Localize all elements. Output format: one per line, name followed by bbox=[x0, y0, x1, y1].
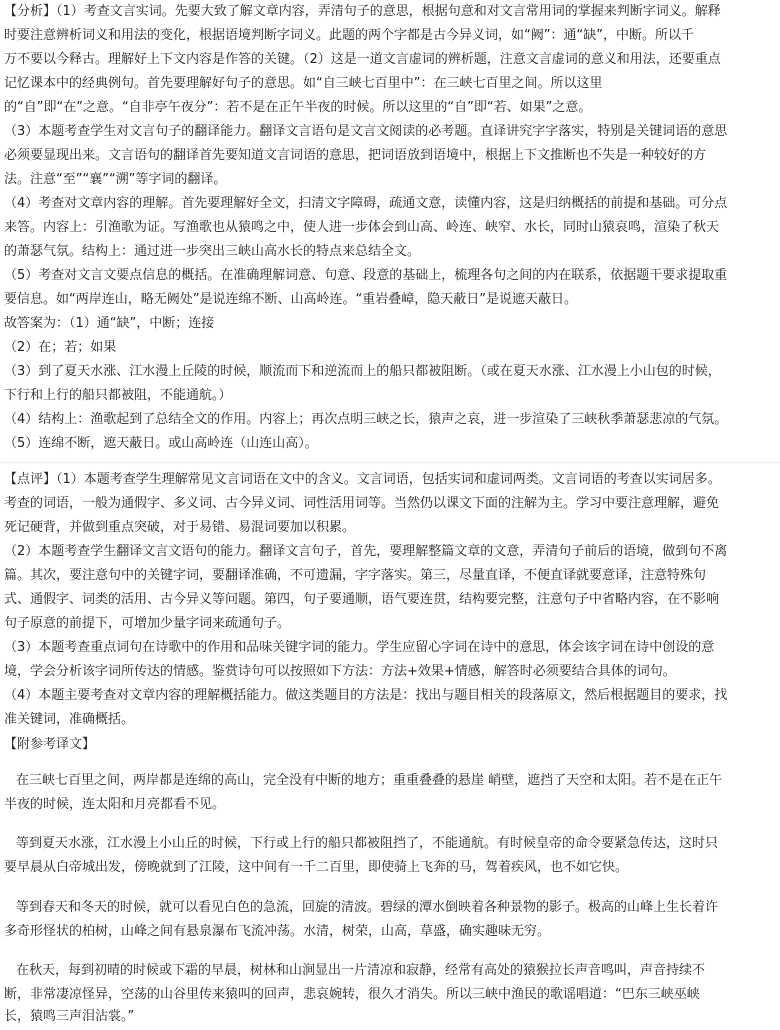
analysis-line: 的萧瑟气氛。结构上：通过进一步突出三峡山高水长的特点来总结全文。 bbox=[4, 244, 421, 259]
commentary-line: 境，学会分析该字词所传达的情感。鉴赏诗句可以按照如下方法：方法+效果+情感，解答时必须要结合具体的词句。 bbox=[4, 664, 676, 679]
analysis-line: 时要注意辨析词义和用法的变化，根据语境判断字词义。此题的两个字都是古今异义词，如“阙”：通“缺”，中断。所以千 bbox=[4, 28, 694, 43]
analysis-line: 必须要显现出来。文言语句的翻译首先要知道文言词语的意思，把词语放到语境中，根据上下文推断也不失是一种较好的方 bbox=[4, 148, 707, 163]
translation-paragraph-2: 等到夏天水涨，江水漫上小山丘的时候，下行或上行的船只都被阻挡了，不能通航。有时候皇帝的命令要紧急传达，这时只 bbox=[16, 836, 719, 851]
commentary-line: 句子原意的前提下，可增加少量字词来疏通句子。 bbox=[4, 616, 291, 631]
translation-paragraph-4: 断，非常凄凉怪异，空荡的山谷里传来猿叫的回声，悲哀婉转，很久才消失。所以三峡中渔民的歌谣唱道：“巴东三峡巫峡 bbox=[4, 987, 700, 1002]
analysis-line: （4）考查对文章内容的理解。首先要理解好全文，扫清文字障碍，疏通文意，读懂内容，这是归纳概括的前提和基础。可分点 bbox=[4, 196, 728, 211]
answer-line: 故答案为：（1）通“缺”，中断；连接 bbox=[4, 316, 215, 331]
analysis-line: 法。注意“至”“襄”“溯”等字词的翻译。 bbox=[4, 172, 227, 187]
commentary-line: 【点评】（1）本题考查学生理解常见文言词语在文中的含义。文言词语，包括实词和虚词两类。文言词语的考查以实词居多。 bbox=[4, 472, 721, 487]
commentary-line: 式、通假字、词类的活用、古今异义等问题。第四，句子要通顺，语气要连贯，结构要完整，注意句子中省略内容，在不影响 bbox=[4, 592, 720, 607]
translation-paragraph-3: 等到春天和冬天的时候，就可以看见白色的急流，回旋的清波。碧绿的潭水倒映着各种景物的影子。极高的山峰上生长着许 bbox=[16, 900, 719, 915]
answer-line: （5）连绵不断，遮天蔽日。或山高岭连（山连山高）。 bbox=[4, 436, 318, 451]
translation-paragraph-4: 在秋天，每到初晴的时候或下霜的早晨，树林和山涧显出一片清凉和寂静，经常有高处的猿猴拉长声音鸣叫，声音持续不 bbox=[16, 963, 706, 978]
analysis-line: 万不要以今释古。理解好上下文内容是作答的关键。（2）这是一道文言虚词的辨析题，注意文言虚词的意义和用法，还要重点 bbox=[4, 52, 721, 67]
analysis-line: 来答。内容上：引渔歌为证。写渔歌也从猿鸣之中，使人进一步体会到山高、岭连、峡窄、水长，同时山猿哀鸣，渲染了秋天 bbox=[4, 220, 720, 235]
commentary-line: 考查的词语，一般为通假字、多义词、古今异义词、词性活用词等。当然仍以课文下面的注解为主。学习中要注意理解，避免 bbox=[4, 496, 720, 511]
translation-paragraph-1: 半夜的时候，连太阳和月亮都看不见。 bbox=[4, 797, 226, 812]
commentary-line: 篇。其次，要注意句中的关键字词，要翻译准确，不可遗漏，字字落实。第三，尽量直译，不便直译就要意译，注意特殊句 bbox=[4, 568, 707, 583]
answer-line: （2）在；若；如果 bbox=[4, 340, 117, 355]
commentary-line: 准关键词，准确概括。 bbox=[4, 712, 135, 727]
section-divider bbox=[0, 462, 780, 463]
translation-paragraph-1: 在三峡七百里之间，两岸都是连绵的高山，完全没有中断的地方；重重叠叠的悬崖 峭壁，遮挡了天空和太阳。若不是在正午 bbox=[16, 773, 723, 788]
answer-line: （4）结构上：渔歌起到了总结全文的作用。内容上；再次点明三峡之长，猿声之哀，进一步渲染了三峡秋季萧瑟悲凉的气氛。 bbox=[4, 412, 728, 427]
answer-line: （3）到了夏天水涨、江水漫上丘陵的时候，顺流而下和逆流而上的船只都被阻断。（或在夏天水涨、江水漫上小山包的时候， bbox=[4, 364, 721, 379]
analysis-line: 【分析】（1）考查文言实词。先要大致了解文章内容，弄清句子的意思，根据句意和对文言常用词的掌握来判断字词义。解释 bbox=[4, 4, 721, 19]
translation-title: 【附参考译文】 bbox=[4, 737, 96, 752]
analysis-line: 要信息。如“两岸连山，略无阙处”是说连绵不断、山高岭连。“重岩叠嶂，隐天蔽日”是说遮天蔽日。 bbox=[4, 292, 577, 307]
commentary-line: （4）本题主要考查对文章内容的理解概括能力。做这类题目的方法是：找出与题目相关的段落原文，然后根据题目的要求，找 bbox=[4, 688, 728, 703]
analysis-line: （5）考查对文言文要点信息的概括。在准确理解词意、句意、段意的基础上，梳理各句之间的内在联系，依据题干要求提取重 bbox=[4, 268, 728, 283]
analysis-line: （3）本题考查学生对文言句子的翻译能力。翻译文言语句是文言文阅读的必考题。直译讲究字字落实，特别是关键词语的意思 bbox=[4, 124, 728, 139]
commentary-line: （3）本题考查重点词句在诗歌中的作用和品味关键字词的能力。学生应留心字词在诗中的意思，体会该字词在诗中创设的意 bbox=[4, 640, 715, 655]
answer-line: 下行和上行的船只都被阻，不能通航。） bbox=[4, 388, 232, 403]
commentary-line: （2）本题考查学生翻译文言文语句的能力。翻译文言句子，首先，要理解整篇文章的文意，弄清句子前后的语境，做到句不离 bbox=[4, 544, 728, 559]
analysis-line: 的“自”即“在”之意。“自非亭午夜分”：若不是在正午半夜的时候。所以这里的“自”即“若、如果”之意。 bbox=[4, 100, 592, 115]
analysis-line: 记忆课本中的经典例句。首先要理解好句子的意思。如“自三峡七百里中”：在三峡七百里之间。所以这里 bbox=[4, 76, 603, 91]
translation-paragraph-3: 多奇形怪状的柏树，山峰之间有悬泉瀑布飞流冲荡。水清，树荣，山高，草盛，确实趣味无穷。 bbox=[4, 924, 551, 939]
translation-paragraph-4: 长，猿鸣三声泪沾裳。” bbox=[4, 1009, 135, 1024]
commentary-line: 死记硬背，并做到重点突破，对于易错、易混词要加以积累。 bbox=[4, 520, 356, 535]
translation-paragraph-2: 要早晨从白帝城出发，傍晚就到了江陵，这中间有一千二百里，即使骑上飞奔的马，驾着疾风，也不如它快。 bbox=[4, 860, 629, 875]
